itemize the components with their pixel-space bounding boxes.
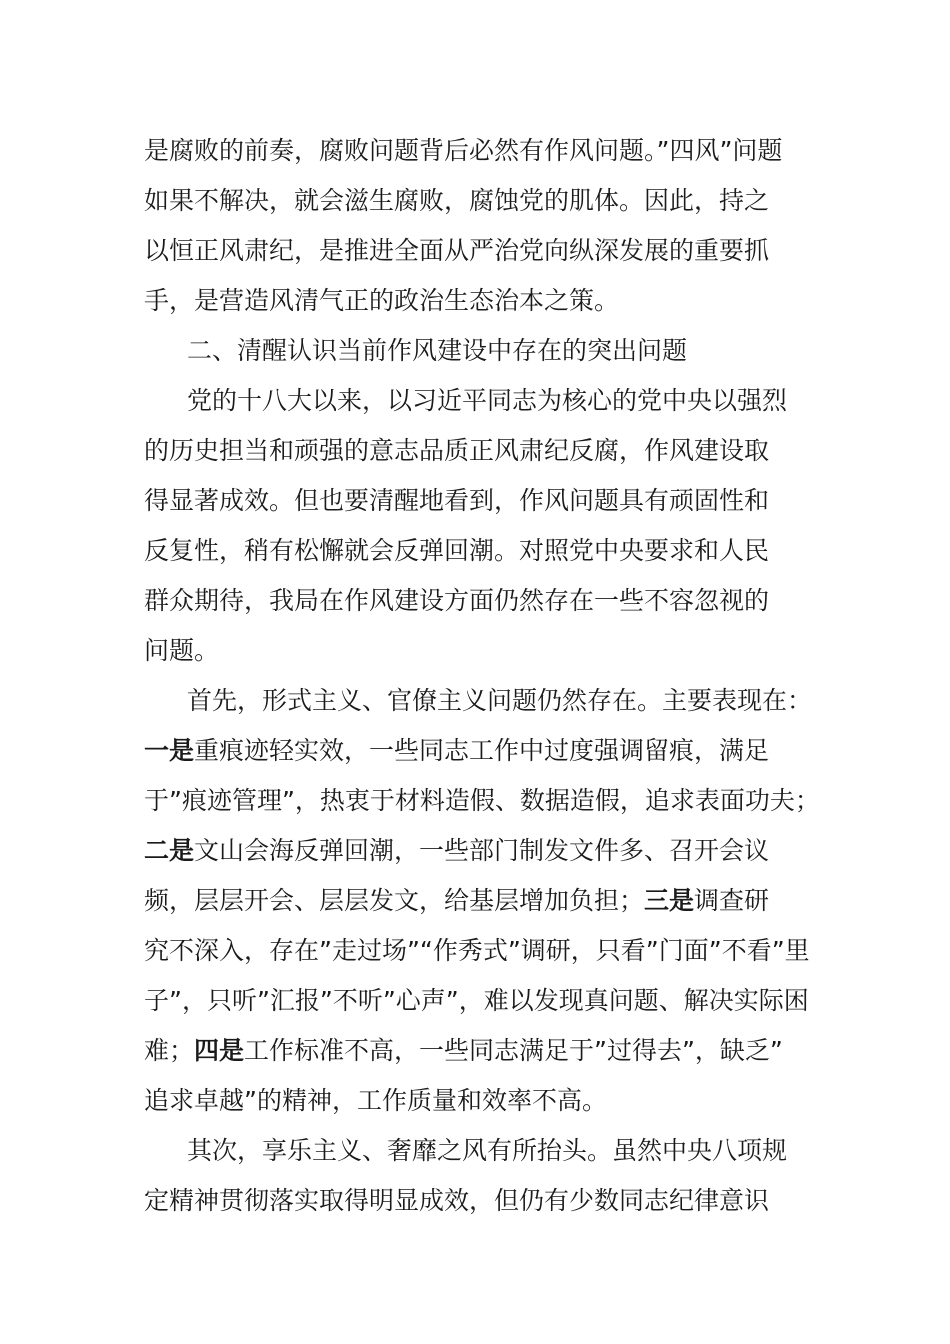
line-text: 文山会海反弹回潮，一些部门制发文件多、召开会议	[194, 836, 770, 865]
text-line	[144, 526, 769, 576]
text-line	[144, 176, 769, 226]
line-text: 党的十八大以来，以习近平同志为核心的党中央以强烈	[187, 386, 788, 415]
line-text: 以恒正风肃纪，是推进全面从严治党向纵深发展的重要抓	[144, 236, 770, 265]
bold-marker: 四是	[194, 1036, 245, 1065]
text-line	[144, 826, 769, 876]
text-line	[144, 126, 782, 176]
text-line	[187, 1126, 787, 1176]
line-text: 定精神贯彻落实取得明显成效，但仍有少数同志纪律意识	[144, 1186, 770, 1215]
heading-text: 二、清醒认识当前作风建设中存在的突出问题	[187, 336, 688, 365]
text-line	[144, 926, 810, 976]
text-line	[144, 776, 820, 826]
text-line	[144, 1026, 783, 1076]
text-line	[144, 426, 769, 476]
line-text: 问题。	[144, 636, 220, 665]
text-line	[144, 576, 769, 626]
line-text: 首先，形式主义、官僚主义问题仍然存在。主要表现在：	[187, 686, 813, 715]
line-text: 得显著成效。但也要清醒地看到，作风问题具有顽固性和	[144, 486, 770, 515]
bold-marker: 一是	[144, 736, 195, 765]
line-text: 频，层层开会、层层发文，给基层增加负担；	[144, 886, 645, 915]
line-text: 的历史担当和顽强的意志品质正风肃纪反腐，作风建设取	[144, 436, 770, 465]
line-text: 其次，享乐主义、奢靡之风有所抬头。虽然中央八项规	[187, 1136, 788, 1165]
line-text: 究不深入，存在”走过场”“作秀式”调研，只看”门面”不看”里	[144, 936, 810, 965]
text-line	[187, 676, 812, 726]
line-text: 工作标准不高，一些同志满足于”过得去”，缺乏”	[244, 1036, 783, 1065]
text-line	[144, 226, 769, 276]
line-text: 难；	[144, 1036, 195, 1065]
text-line	[144, 976, 809, 1026]
text-line	[144, 726, 769, 776]
bold-marker: 二是	[144, 836, 195, 865]
text-line	[144, 476, 769, 526]
line-text: 调查研	[694, 886, 770, 915]
text-line	[187, 376, 787, 426]
line-text: 如果不解决，就会滋生腐败，腐蚀党的肌体。因此，持之	[144, 186, 770, 215]
line-text: 重痕迹轻实效，一些同志工作中过度强调留痕，满足	[194, 736, 770, 765]
line-text: 追求卓越”的精神，工作质量和效率不高。	[144, 1086, 607, 1115]
text-line	[144, 626, 219, 676]
line-text: 于”痕迹管理”，热衷于材料造假、数据造假，追求表面功夫；	[144, 786, 820, 815]
text-line	[144, 876, 769, 926]
line-text: 子”，只听”汇报”不听”心声”，难以发现真问题、解决实际困	[144, 986, 809, 1015]
line-text: 手，是营造风清气正的政治生态治本之策。	[144, 286, 620, 315]
text-line	[144, 1076, 607, 1126]
section-heading	[187, 326, 687, 376]
line-text: 反复性，稍有松懈就会反弹回潮。对照党中央要求和人民	[144, 536, 770, 565]
text-line	[144, 276, 619, 326]
line-text: 群众期待，我局在作风建设方面仍然存在一些不容忽视的	[144, 586, 770, 615]
text-line	[144, 1176, 769, 1226]
bold-marker: 三是	[644, 886, 695, 915]
line-text: 是腐败的前奏，腐败问题背后必然有作风问题。”四风”问题	[144, 136, 783, 165]
